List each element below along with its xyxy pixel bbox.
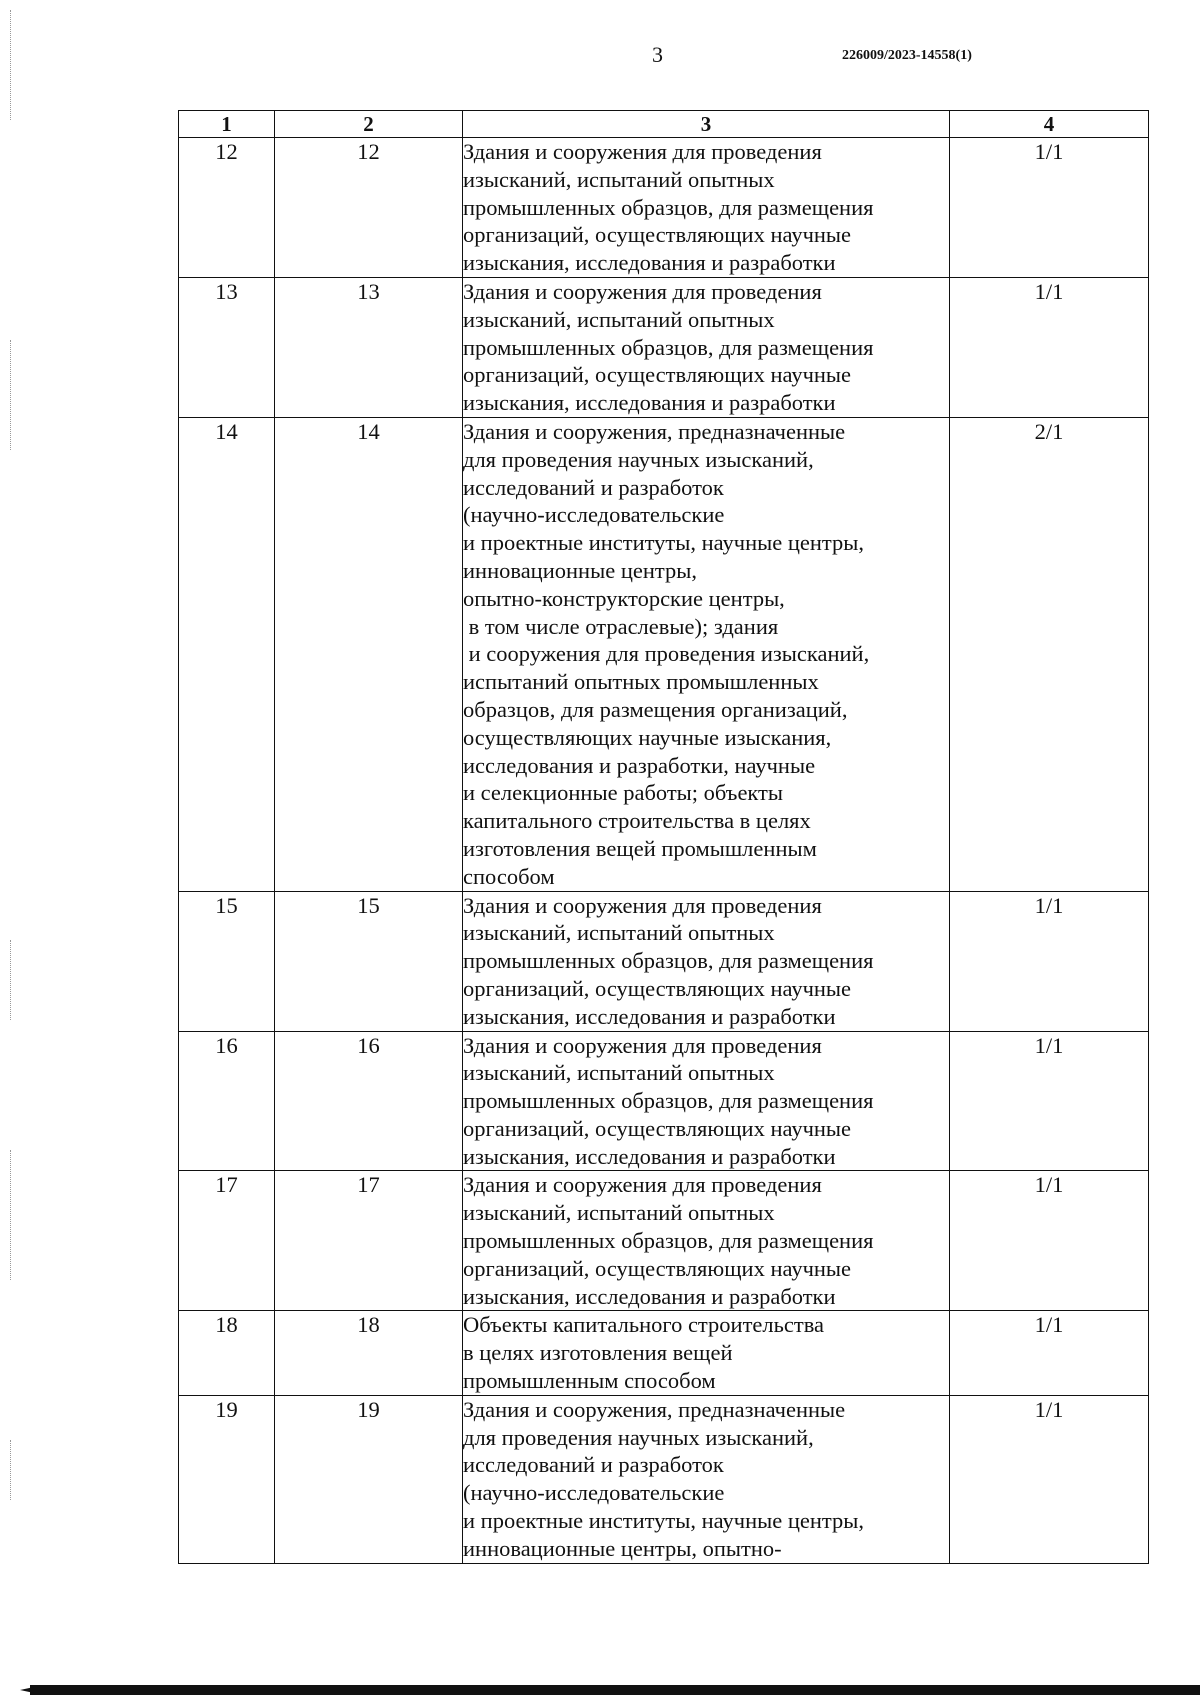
cell-col-3 [463,1311,950,1395]
cell-col-4: 1/1 [950,1031,1149,1171]
description-line: промышленных образцов, для размещения [463,334,874,360]
description-line: организаций, осуществляющих научные [463,1115,852,1141]
cell-col-4: 1/1 [950,138,1149,278]
cell-col-4: 1/1 [950,891,1149,1031]
description-line: организаций, осуществляющих научные [463,222,852,248]
column-header-4: 4 [950,111,1149,138]
description-line: инновационные центры, [463,557,697,583]
description-line: изысканий, испытаний опытных [463,306,775,332]
description-line: изготовления вещей промышленным [463,835,817,861]
cell-col-4: 1/1 [950,1171,1149,1311]
column-header-3: 3 [463,111,950,138]
header-row [179,111,1149,138]
description-line: изысканий, испытаний опытных [463,166,775,192]
scan-edge-marks [10,940,13,1020]
description-line: изысканий, испытаний опытных [463,1060,775,1086]
description-line: капитального строительства в целях [463,808,811,834]
description-line: изысканий, испытаний опытных [463,920,775,946]
description-line: в целях изготовления вещей [463,1340,733,1366]
table-row [179,417,1149,891]
description-line: Здания и сооружения для проведения [463,278,822,304]
description-line: изыскания, исследования и разработки [463,1003,836,1029]
cell-col-1: 15 [179,891,275,1031]
description-line: организаций, осуществляющих научные [463,1255,852,1281]
cell-col-2: 19 [275,1395,463,1563]
table-row [179,1031,1149,1171]
cell-col-2: 16 [275,1031,463,1171]
description-line: исследований и разработок [463,1452,724,1478]
page-number: 3 [652,42,663,67]
registry-table [178,110,1149,1564]
description-line: промышленных образцов, для размещения [463,1228,874,1254]
cell-col-2: 13 [275,277,463,417]
cell-col-3 [463,1395,950,1563]
description-line: исследований и разработок [463,474,724,500]
description-line: (научно-исследовательские [463,1480,725,1506]
description-line: для проведения научных изысканий, [463,1424,814,1450]
cell-col-3 [463,417,950,891]
description-line: осуществляющих научные изыскания, [463,724,832,750]
cell-col-3 [463,891,950,1031]
description-line: Здания и сооружения для проведения [463,1172,822,1198]
cell-col-4: 1/1 [950,277,1149,417]
description-line: (научно-исследовательские [463,502,725,528]
cell-col-4: 2/1 [950,417,1149,891]
description-line: и сооружения для проведения изысканий, [463,641,870,667]
description-line: организаций, осуществляющих научные [463,975,852,1001]
scan-bottom-edge [30,1685,1200,1695]
table-body [179,138,1149,1564]
description-line: промышленных образцов, для размещения [463,948,874,974]
scan-edge-marks [10,1150,13,1280]
cell-col-3 [463,277,950,417]
table-row [179,277,1149,417]
description-line: организаций, осуществляющих научные [463,362,852,388]
description-line: промышленных образцов, для размещения [463,194,874,220]
column-header-2: 2 [275,111,463,138]
description-line: Здания и сооружения для проведения [463,1032,822,1058]
cell-col-1: 12 [179,138,275,278]
description-line: в том числе отраслевые); здания [463,613,779,639]
description-line: образцов, для размещения организаций, [463,696,848,722]
description-line: для проведения научных изысканий, [463,446,814,472]
cell-col-2: 15 [275,891,463,1031]
description-line: изысканий, испытаний опытных [463,1200,775,1226]
cell-col-1: 17 [179,1171,275,1311]
description-line: промышленных образцов, для размещения [463,1088,874,1114]
cell-col-3 [463,1171,950,1311]
scan-bottom-edge-tip [20,1687,34,1693]
description-line: Здания и сооружения для проведения [463,139,822,164]
cell-col-2: 18 [275,1311,463,1395]
description-line: испытаний опытных промышленных [463,669,819,695]
document-id: 226009/2023-14558(1) [842,48,972,63]
table-row [179,891,1149,1031]
cell-col-2: 12 [275,138,463,278]
description-line: изыскания, исследования и разработки [463,1143,836,1169]
cell-col-2: 17 [275,1171,463,1311]
cell-col-3 [463,138,950,278]
cell-col-3 [463,1031,950,1171]
description-line: Объекты капитального строительства [463,1312,825,1338]
scan-edge-marks [10,10,13,120]
description-line: и проектные институты, научные центры, [463,1508,865,1534]
table-row [179,138,1149,278]
description-line: изыскания, исследования и разработки [463,1283,836,1309]
table-header [179,111,1149,138]
cell-col-4: 1/1 [950,1395,1149,1563]
table-row [179,1395,1149,1563]
description-line: способом [463,863,555,889]
cell-col-1: 18 [179,1311,275,1395]
description-line: опытно-конструкторские центры, [463,585,785,611]
description-line: инновационные центры, опытно- [463,1535,782,1561]
cell-col-4: 1/1 [950,1311,1149,1395]
cell-col-1: 14 [179,417,275,891]
description-line: изыскания, исследования и разработки [463,390,836,416]
scan-edge-marks [10,340,13,450]
cell-col-1: 19 [179,1395,275,1563]
description-line: промышленным способом [463,1368,716,1394]
cell-col-2: 14 [275,417,463,891]
cell-col-1: 13 [179,277,275,417]
description-line: изыскания, исследования и разработки [463,250,836,276]
column-header-1: 1 [179,111,275,138]
table-row [179,1171,1149,1311]
description-line: Здания и сооружения, предназначенные [463,418,846,444]
description-line: Здания и сооружения, предназначенные [463,1396,846,1422]
scan-edge-marks [10,1440,13,1500]
cell-col-1: 16 [179,1031,275,1171]
description-line: и селекционные работы; объекты [463,780,784,806]
description-line: Здания и сооружения для проведения [463,892,822,918]
description-line: исследования и разработки, научные [463,752,816,778]
table-row [179,1311,1149,1395]
description-line: и проектные институты, научные центры, [463,530,865,556]
